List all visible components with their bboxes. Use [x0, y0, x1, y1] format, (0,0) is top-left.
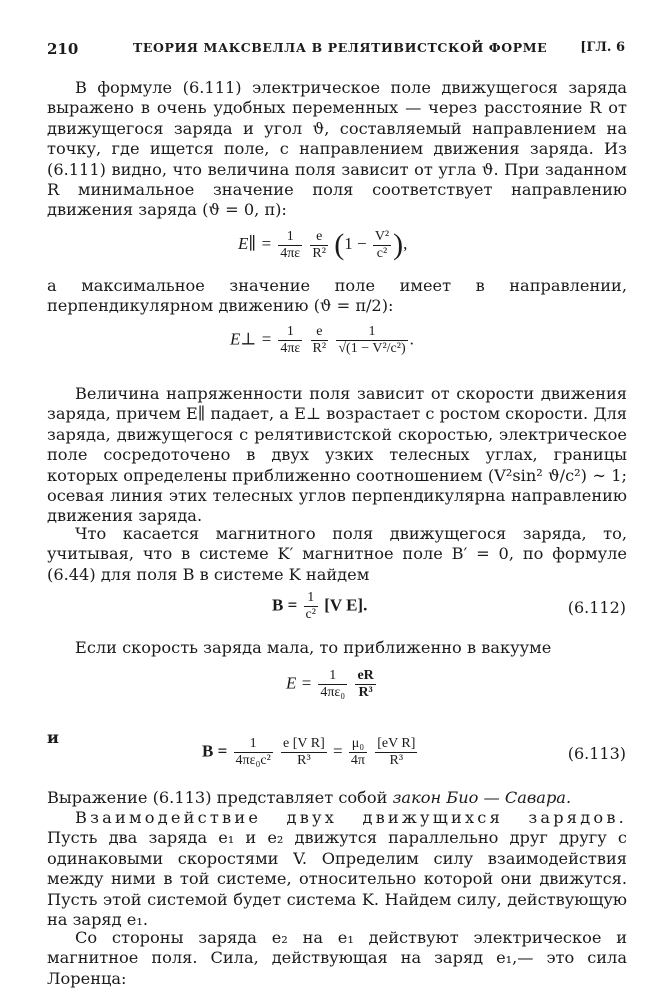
e3-frac: $\frac{1}{\text{c²}}$ [305, 590, 316, 622]
e1-frac-3: $\frac{\text{V²}}{\text{c²}}$ [374, 228, 390, 261]
e1-frac-1: $\frac{1}{4\pi\varepsilon}$ [280, 228, 301, 261]
e2-frac-2: $\frac{e}{\text{R²}}$ [312, 324, 327, 356]
e3-rhs: [V E]. [324, 595, 368, 615]
e1-frac-2: $\frac{e}{\text{R²}}$ [312, 228, 326, 261]
section-heading-two-charges: Взаимодействие двух движущихся зарядов. [75, 808, 627, 827]
page-header [47, 40, 625, 64]
equation-e-low-speed [286, 668, 378, 701]
e5-lhs: B = [202, 741, 228, 761]
e1-mid: 1 − [344, 233, 367, 253]
equation-6-112 [272, 590, 367, 623]
paragraph-field-magnitude: Величина напряженности поля зависит от скорости движения заряда, причем E∥ падает, а E⊥ возрастает с ростом скорости. Для заряда, движущегося с релятивистской скоростью, электрическое поле сосредоточено в двух узких телесных углах, границы которых определены приближенно соотношением (V²sin² ϑ/c²) ∼ 1; осевая линия этих телесных углов перпендикулярна направлению движения заряда. [47, 384, 627, 526]
paragraph-two-charges [47, 808, 627, 930]
paragraph-max-field: а максимальное значение поле имеет в направлении, перпендикулярном движению (ϑ = π/2): [47, 276, 627, 316]
page-number: 210 [47, 40, 79, 58]
e3-lhs: B = [272, 595, 298, 615]
equation-number-6-112: (6.112) [567, 598, 626, 617]
equation-6-113 [202, 736, 419, 769]
equation-e-parallel: E∥ = $\frac{1}{4\pi\varepsilon}$ $\frac{e}{\text{R²}}$ (1 − $\frac{\text{V²}}{\text{c²}}$ ), [238, 228, 408, 261]
e5-equals: = [333, 741, 343, 761]
e2-frac-3: $\frac{1}{\text{√(1 − V²/c²)}}$ [338, 324, 406, 356]
biot-savart-law: закон Био — Савара. [392, 788, 572, 807]
biot-savart-prefix: Выражение (6.113) представляет собой [47, 788, 393, 807]
paragraph-field-angle: В формуле (6.111) электрическое поле движущегося заряда выражено в очень удобных переменных — через расстояние R от движущегося заряда и угол ϑ, составляемый направлением на точку, где ищется поле, с направлением движения заряда. Из (6.111) видно, что величина поля зависит от угла ϑ. При заданном R минимальное значение поля соответствует направлению движения заряда (ϑ = 0, π): [47, 78, 627, 220]
paragraph-lorentz-force: Со стороны заряда e₂ на e₁ действуют электрическое и магнитное поля. Сила, действующая на заряд e₁,— это сила Лоренца: [47, 928, 627, 988]
chapter-label: [ГЛ. 6 [580, 40, 625, 55]
equation-e-perp: E⊥ = $\frac{1}{4\pi\varepsilon}$ $\frac{e}{\text{R²}}$ $\frac{1}{\text{√(1 − V²/c²)}}$ . [230, 324, 414, 356]
paragraph-biot-savart [47, 788, 627, 808]
e5-frac-3: $\frac{\text{μ₀}}{4\pi}$ [350, 736, 365, 768]
paragraph-low-speed: Если скорость заряда мала, то приближенно в вакууме [75, 638, 552, 657]
conjunction-and: и [47, 728, 59, 747]
e5-frac-4: $\frac{\text{[eV R]}}{\text{R³}}$ [377, 736, 416, 768]
e4-frac-2: $\frac{eR}{\text{R³}}$ [357, 668, 374, 700]
e4-lhs: E = [286, 673, 313, 693]
e2-lhs: E⊥ = [230, 329, 273, 349]
running-title: ТЕОРИЯ МАКСВЕЛЛА В РЕЛЯТИВИСТСКОЙ ФОРМЕ [133, 40, 548, 55]
e1-lhs: E∥ = [238, 233, 272, 253]
e4-frac-1: $\frac{1}{\text{4πε₀}}$ [320, 668, 346, 700]
e2-frac-1: $\frac{1}{4\pi\varepsilon}$ [280, 324, 301, 356]
e5-frac-1: $\frac{1}{\text{4πε₀c²}}$ [235, 736, 271, 768]
two-charges-text: Пусть два заряда e₁ и e₂ движутся параллельно друг другу с одинаковыми скоростями V. Определим силу взаимодействия между ними в той системе, относительно которой они движутся. Пусть этой системой будет система K. Найдем силу, действующую на заряд e₁. [47, 828, 627, 930]
paragraph-magnetic-field: Что касается магнитного поля движущегося заряда, то, учитывая, что в системе K′ магнитное поле B′ = 0, по формуле (6.44) для поля B в системе K найдем [47, 524, 627, 584]
equation-number-6-113: (6.113) [567, 744, 626, 763]
e5-frac-2: $\frac{\text{e [V R]}}{\text{R³}}$ [283, 736, 325, 768]
